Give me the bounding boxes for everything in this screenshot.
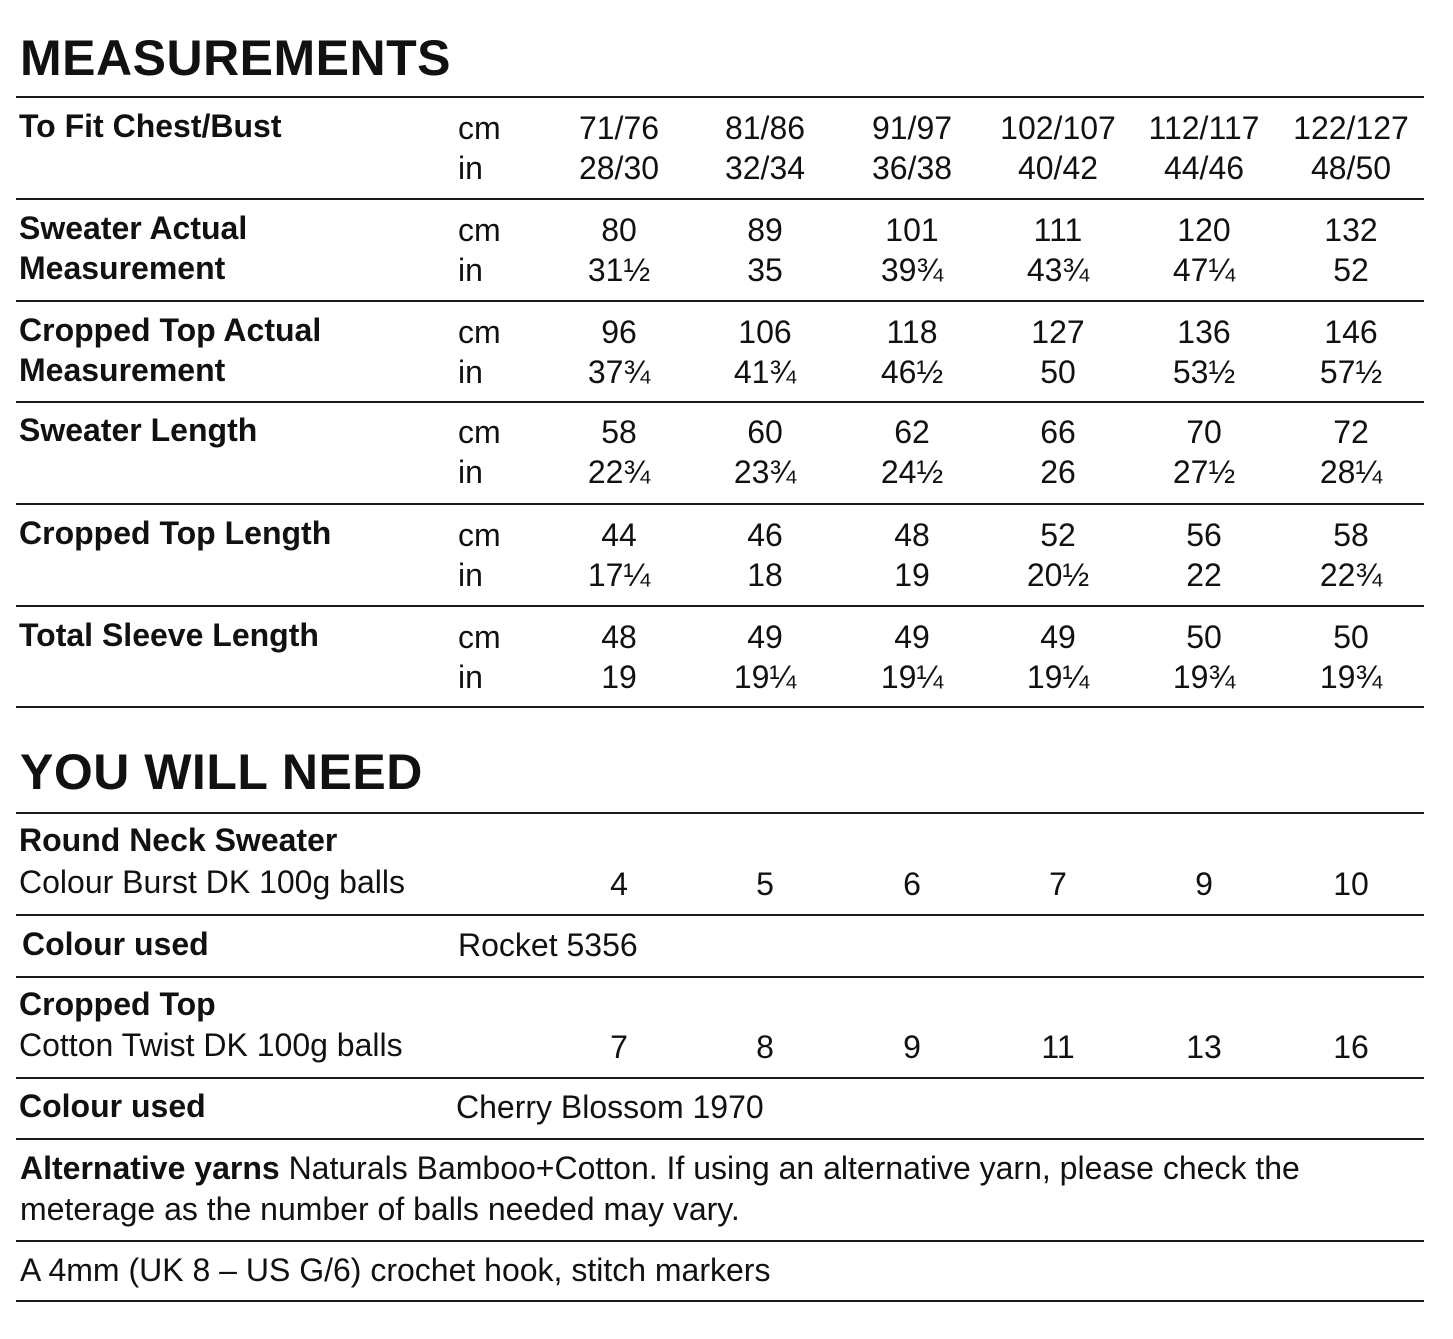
divider <box>16 1300 1424 1302</box>
measurement-cell: 50 <box>1040 354 1076 390</box>
hook-requirement: A 4mm (UK 8 – US G/6) crochet hook, stitch markers <box>20 1252 771 1288</box>
measurement-cell: 49 <box>894 619 930 655</box>
measurement-cell: 41¾ <box>733 354 797 390</box>
divider <box>16 976 1424 978</box>
measurement-cell: 35 <box>747 252 783 288</box>
measurement-cell: 132 <box>1324 212 1378 248</box>
unit-cm: cm <box>458 110 501 146</box>
measurement-cell: 58 <box>1333 517 1369 553</box>
size-cell: 36/38 <box>871 150 953 186</box>
measurement-cell: 136 <box>1177 314 1231 350</box>
alternative-yarns-label: Alternative yarns <box>20 1150 280 1186</box>
size-cell: 112/117 <box>1148 110 1260 146</box>
measurement-cell: 50 <box>1186 619 1222 655</box>
unit-in: in <box>458 659 483 695</box>
measurement-cell: 19¼ <box>880 659 944 695</box>
unit-cm: cm <box>458 212 501 248</box>
measurement-cell: 23¾ <box>733 454 797 490</box>
measurement-cell: 18 <box>747 557 783 593</box>
measurement-cell: 96 <box>601 314 637 350</box>
unit-in: in <box>458 150 483 186</box>
measurement-cell: 120 <box>1177 212 1231 248</box>
size-cell: 44/46 <box>1163 150 1245 186</box>
size-cell: 91/97 <box>871 110 953 146</box>
unit-cm: cm <box>458 314 501 350</box>
unit-in: in <box>458 557 483 593</box>
measurement-cell: 26 <box>1040 454 1076 490</box>
measurement-cell: 66 <box>1040 414 1076 450</box>
ball-count: 7 <box>610 1029 628 1065</box>
measurements-heading: MEASUREMENTS <box>20 30 452 86</box>
size-cell: 102/107 <box>1000 110 1116 146</box>
row-label: Sweater Actual <box>19 210 248 246</box>
ball-count: 9 <box>903 1029 921 1065</box>
row-label: Measurement <box>19 352 226 388</box>
measurement-cell: 22 <box>1186 557 1222 593</box>
measurement-cell: 19¾ <box>1319 659 1383 695</box>
unit-in: in <box>458 454 483 490</box>
unit-cm: cm <box>458 619 501 655</box>
divider <box>16 503 1424 505</box>
measurement-cell: 47¼ <box>1172 252 1236 288</box>
divider <box>16 198 1424 200</box>
measurement-cell: 101 <box>885 212 939 248</box>
unit-cm: cm <box>458 517 501 553</box>
measurement-cell: 106 <box>738 314 792 350</box>
measurement-cell: 56 <box>1186 517 1222 553</box>
alternative-yarns-paragraph <box>20 1148 1420 1230</box>
size-cell: 81/86 <box>724 110 806 146</box>
ball-count: 8 <box>756 1029 774 1065</box>
measurement-cell: 49 <box>1040 619 1076 655</box>
size-cell: 40/42 <box>1017 150 1099 186</box>
measurement-cell: 48 <box>601 619 637 655</box>
measurement-cell: 50 <box>1333 619 1369 655</box>
cropped-top-title: Cropped Top <box>19 986 216 1022</box>
row-label: Cropped Top Length <box>19 515 332 551</box>
measurement-cell: 27½ <box>1172 454 1236 490</box>
colour-used-value: Cherry Blossom 1970 <box>456 1089 764 1125</box>
measurement-cell: 48 <box>894 517 930 553</box>
divider <box>16 1138 1424 1140</box>
unit-in: in <box>458 354 483 390</box>
round-neck-yarn: Colour Burst DK 100g balls <box>19 864 405 900</box>
divider <box>16 914 1424 916</box>
ball-count: 11 <box>1041 1029 1075 1065</box>
divider <box>16 1240 1424 1242</box>
measurement-cell: 46½ <box>880 354 944 390</box>
ball-count: 13 <box>1186 1029 1222 1065</box>
row-label: Sweater Length <box>19 412 258 448</box>
measurement-cell: 127 <box>1031 314 1085 350</box>
measurement-cell: 19¾ <box>1172 659 1236 695</box>
size-cell: 32/34 <box>724 150 806 186</box>
measurement-cell: 44 <box>601 517 637 553</box>
ball-count: 6 <box>903 866 921 902</box>
measurement-cell: 19¼ <box>1026 659 1090 695</box>
divider <box>16 605 1424 607</box>
size-cell: 122/127 <box>1293 110 1409 146</box>
measurement-cell: 19 <box>894 557 930 593</box>
divider <box>16 1077 1424 1079</box>
measurement-cell: 52 <box>1333 252 1369 288</box>
row-label: To Fit Chest/Bust <box>19 108 282 144</box>
ball-count: 7 <box>1049 866 1067 902</box>
measurement-cell: 19 <box>601 659 637 695</box>
divider <box>16 300 1424 302</box>
measurement-cell: 111 <box>1033 212 1083 248</box>
you-will-need-heading: YOU WILL NEED <box>20 744 423 800</box>
ball-count: 16 <box>1333 1029 1369 1065</box>
measurement-cell: 53½ <box>1172 354 1236 390</box>
measurement-cell: 52 <box>1040 517 1076 553</box>
cropped-top-yarn: Cotton Twist DK 100g balls <box>19 1027 403 1063</box>
measurement-cell: 70 <box>1186 414 1222 450</box>
measurement-cell: 146 <box>1324 314 1378 350</box>
divider <box>16 706 1424 708</box>
round-neck-title: Round Neck Sweater <box>19 822 338 858</box>
colour-used-label: Colour used <box>19 1088 206 1124</box>
size-cell: 71/76 <box>578 110 660 146</box>
measurement-cell: 28¼ <box>1319 454 1383 490</box>
row-label: Cropped Top Actual <box>19 312 322 348</box>
measurement-cell: 89 <box>747 212 783 248</box>
ball-count: 5 <box>756 866 774 902</box>
row-label: Total Sleeve Length <box>19 617 319 653</box>
size-cell: 28/30 <box>578 150 660 186</box>
divider <box>16 401 1424 403</box>
colour-used-label: Colour used <box>22 926 209 962</box>
measurement-cell: 17¼ <box>587 557 651 593</box>
ball-count: 10 <box>1333 866 1369 902</box>
measurement-cell: 24½ <box>880 454 944 490</box>
measurement-cell: 20½ <box>1026 557 1090 593</box>
alternative-yarns-text: Naturals Bamboo+Cotton. If using an alternative yarn, please check the meterage as the number of balls needed may vary. <box>20 1150 1300 1227</box>
divider <box>16 812 1424 814</box>
measurement-cell: 39¾ <box>880 252 944 288</box>
measurement-cell: 43¾ <box>1026 252 1090 288</box>
size-cell: 48/50 <box>1310 150 1392 186</box>
measurement-cell: 22¾ <box>587 454 651 490</box>
measurement-cell: 80 <box>601 212 637 248</box>
measurement-cell: 57½ <box>1319 354 1383 390</box>
ball-count: 9 <box>1195 866 1213 902</box>
measurement-cell: 31½ <box>587 252 651 288</box>
measurement-cell: 118 <box>886 314 938 350</box>
measurement-cell: 49 <box>747 619 783 655</box>
row-label: Measurement <box>19 250 226 286</box>
measurement-cell: 46 <box>747 517 783 553</box>
measurement-cell: 19¼ <box>733 659 797 695</box>
measurement-cell: 37¾ <box>587 354 651 390</box>
measurement-cell: 72 <box>1333 414 1369 450</box>
measurement-cell: 22¾ <box>1319 557 1383 593</box>
colour-used-value: Rocket 5356 <box>458 927 638 963</box>
divider <box>16 96 1424 98</box>
ball-count: 4 <box>610 866 628 902</box>
unit-cm: cm <box>458 414 501 450</box>
measurement-cell: 62 <box>894 414 930 450</box>
unit-in: in <box>458 252 483 288</box>
measurement-cell: 60 <box>747 414 783 450</box>
measurement-cell: 58 <box>601 414 637 450</box>
